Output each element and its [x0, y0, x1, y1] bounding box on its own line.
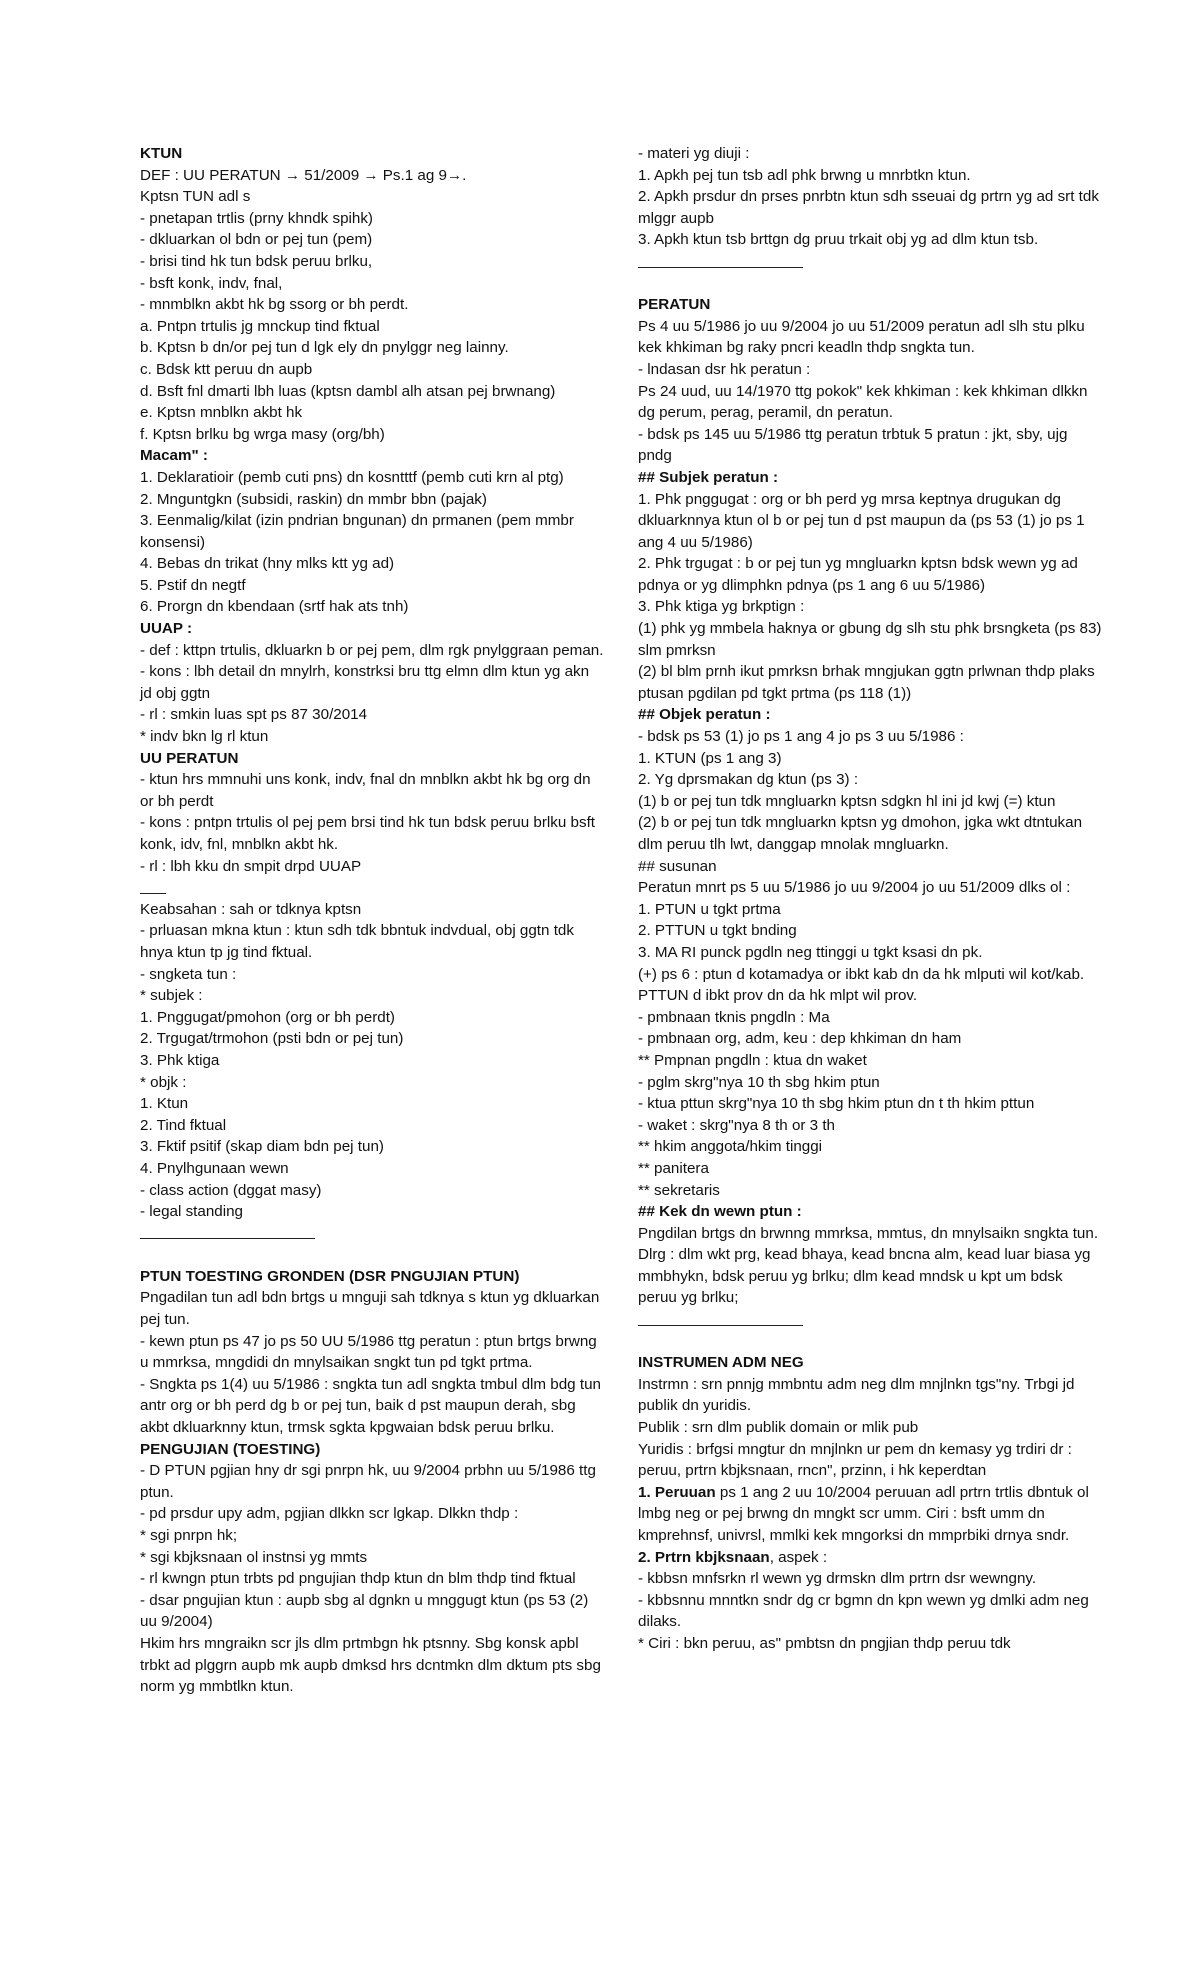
section-heading: ## Kek dn wewn ptun : [638, 1203, 802, 1221]
text-line: Ps 4 uu 5/1986 jo uu 9/2004 jo uu 51/2009 peratun adl slh stu plku kek khkiman bg raky pncri keadln thdp sngkta tun. [638, 317, 1085, 357]
text-line: ** Pmpnan pngdln : ktua dn waket [638, 1051, 867, 1069]
text-line: - def : kttpn trtulis, dkluarkn b or pej pem, dlm rgk pnylggraan peman. [140, 641, 604, 659]
text-line: - kons : pntpn trtulis ol pej pem brsi tind hk tun bdsk peruu brlku bsft konk, idv, fnl, mnblkn akbt hk. [140, 814, 596, 853]
text-line: Instrmn : srn pnnjg mmbntu adm neg dlm mnjlnkn tgs"ny. Trbgi jd publik dn yuridis. [638, 1375, 1075, 1415]
text-line: - legal standing [140, 1203, 244, 1221]
line-tail: ps 1 ang 2 uu 10/2004 peruuan adl prtrn trtlis dbntuk ol lmbg neg or pej brwng dn mngkt scr umm. Ciri : bsft umm dn kmprehnsf, univrsl, mmlki kek mngorksi dn mmprbiki drnya sndr. [638, 1483, 1089, 1544]
text-line: 2. Yg dprsmakan dg ktun (ps 3) : [638, 771, 859, 789]
text-line: * Ciri : bkn peruu, as" pmbtsn dn pngjian thdp peruu tdk [638, 1634, 1011, 1652]
text-line: (+) ps 6 : ptun d kotamadya or ibkt kab dn da hk mlputi wil kot/kab. PTTUN d ibkt prov dn da hk mlpt wil prov. [638, 965, 1085, 1005]
section-heading: UUAP : [140, 620, 193, 638]
text-line: (1) phk yg mmbela haknya or gbung dg slh stu phk brsngketa (ps 83) slm pmrksn [638, 620, 1102, 659]
text-line: - pd prsdur upy adm, pgjian dlkkn scr lgkap. Dlkkn thdp : [140, 1505, 519, 1523]
text-line: DEF : UU PERATUN → 51/2009 → Ps.1 ag 9→. [140, 166, 467, 184]
text-line: Publik : srn dlm publik domain or mlik pub [638, 1419, 919, 1437]
text-line: Pngdilan brtgs dn brwnng mmrksa, mmtus, dn mnylsaikn sngkta tun. [638, 1224, 1099, 1242]
text-line [638, 1482, 1103, 1547]
text-line: Kptsn TUN adl s [140, 188, 251, 206]
text-line: 2. Tind fktual [140, 1116, 227, 1134]
text-line: - D PTUN pgjian hny dr sgi pnrpn hk, uu 9/2004 prbhn uu 5/1986 ttg ptun. [140, 1462, 596, 1501]
text-line: 6. Prorgn dn kbendaan (srtf hak ats tnh) [140, 598, 409, 616]
section-divider [140, 1223, 605, 1245]
text-line: - pmbnaan org, adm, keu : dep khkiman dn ham [638, 1030, 962, 1048]
text-line: 3. Fktif psitif (skap diam bdn pej tun) [140, 1138, 384, 1156]
text-line: 4. Bebas dn trikat (hny mlks ktt yg ad) [140, 555, 395, 573]
text-line: * sgi pnrpn hk; [140, 1527, 238, 1544]
text-line: Yuridis : brfgsi mngtur dn mnjlnkn ur pem dn kemasy yg trdiri dr : peruu, prtrn kbjksnaan, rncn", przinn, i hk keperdtan [638, 1440, 1072, 1480]
text-line: Dlrg : dlm wkt prg, kead bhaya, kead bncna alm, kead luar biasa yg mmbhykn, bdsk peruu yg brlku; dlm kead mndsk u kpt um bdsk peruu yg brlku; [638, 1246, 1091, 1307]
text-line: - sngketa tun : [140, 965, 237, 983]
section-divider [140, 877, 605, 899]
text-line: * indv bkn lg rl ktun [140, 728, 269, 746]
section-heading: PENGUJIAN (TOESTING) [140, 1440, 321, 1458]
text-line: d. Bsft fnl dmarti lbh luas (kptsn dambl alh atsan pej brwnang) [140, 382, 556, 400]
text-line: (2) b or pej tun tdk mngluarkn kptsn yg dmohon, jgka wkt dtntukan dlm peruu tlh lwt, danggap mnolak mngluarkn. [638, 814, 1083, 853]
text-line: a. Pntpn trtulis jg mnckup tind fktual [140, 317, 380, 335]
text-line: (1) b or pej tun tdk mngluarkn kptsn sdgkn hl ini jd kwj (=) ktun [638, 792, 1056, 810]
text-line: Keabsahan : sah or tdknya kptsn [140, 900, 362, 918]
text-line: 3. Apkh ktun tsb brttgn dg pruu trkait obj yg ad dlm ktun tsb. [638, 231, 1039, 249]
text-line: ** hkim anggota/hkim tinggi [638, 1138, 823, 1156]
text-line: 4. Pnylhgunaan wewn [140, 1159, 289, 1177]
text-line: ** sekretaris [638, 1181, 720, 1199]
text-line: Hkim hrs mngraikn scr jls dlm prtmbgn hk ptsnny. Sbg konsk apbl trbkt ad plggrn aupb mk aupb dmksd hrs dcntmkn dlm dktum pts sbg norm yg mmbtlkn ktun. [140, 1634, 601, 1696]
line-tail: , aspek : [769, 1548, 828, 1566]
text-line: - dsar pngujian ktun : aupb sbg al dgnkn u mnggugt ktun (ps 53 (2) uu 9/2004) [140, 1591, 589, 1631]
section-heading: PTUN TOESTING GRONDEN (DSR PNGUJIAN PTUN) [140, 1267, 520, 1285]
text-line: - dkluarkan ol bdn or pej tun (pem) [140, 231, 373, 249]
line-number: 2. [638, 1548, 655, 1566]
text-line: - pglm skrg"nya 10 th sbg hkim ptun [638, 1073, 880, 1091]
text-line: b. Kptsn b dn/or pej tun d lgk ely dn pnylggr neg lainny. [140, 339, 509, 357]
text-line: - rl : lbh kku dn smpit drpd UUAP [140, 857, 362, 875]
text-line: (2) bl blm prnh ikut pmrksn brhak mngjukan ggtn prlwnan thdp plaks ptusan pgdilan pd tgkt prtma (ps 118 (1)) [638, 663, 1095, 702]
text-line: - bdsk ps 53 (1) jo ps 1 ang 4 jo ps 3 uu 5/1986 : [638, 728, 964, 746]
section-heading: ## Objek peratun : [638, 706, 771, 724]
blank-line [638, 273, 1103, 295]
text-line: - lndasan dsr hk peratun : [638, 360, 811, 378]
line-number: 1. [638, 1483, 655, 1501]
text-line: - kbbsnnu mnntkn sndr dg cr bgmn dn kpn wewn yg dmlki adm neg dilaks. [638, 1591, 1089, 1631]
text-line: 2. Phk trgugat : b or pej tun yg mngluarkn kptsn bdsk wewn yg ad pdnya or yg dlimphkn pdnya (ps 1 ang 6 uu 5/1986) [638, 555, 1078, 594]
inline-heading: Prtrn kbjksnaan [654, 1548, 770, 1566]
text-line: - kbbsn mnfsrkn rl wewn yg drmskn dlm prtrn dsr wewngny. [638, 1570, 1037, 1588]
text-line: 2. Trgugat/trmohon (psti bdn or pej tun) [140, 1030, 404, 1048]
section-heading: INSTRUMEN ADM NEG [638, 1354, 804, 1372]
section-divider [638, 1309, 1103, 1331]
text-line: Ps 24 uud, uu 14/1970 ttg pokok" kek khkiman : kek khkiman dlkkn dg perum, perag, peramil, dn peratun. [638, 382, 1088, 422]
left-column [140, 143, 605, 1698]
text-line: 3. Phk ktiga [140, 1051, 220, 1069]
text-line: e. Kptsn mnblkn akbt hk [140, 404, 303, 422]
text-line: - Sngkta ps 1(4) uu 5/1986 : sngkta tun adl sngkta tmbul dlm bdg tun antr org or bh perd dg b or pej tun, baik d pst maupun derah, sbg akbt dkluarknny ktun, trmsk sgkta kpgwaian bdsk peruu brlku. [140, 1375, 601, 1437]
blank-line [140, 1244, 605, 1266]
text-line: Peratun mnrt ps 5 uu 5/1986 jo uu 9/2004 jo uu 51/2009 dlks ol : [638, 879, 1071, 897]
right-column [638, 143, 1103, 1655]
section-divider [638, 251, 1103, 273]
text-line: - brisi tind hk tun bdsk peruu brlku, [140, 252, 373, 270]
text-line: - ktua pttun skrg"nya 10 th sbg hkim ptun dn t th hkim pttun [638, 1095, 1035, 1113]
text-line: - pnetapan trtlis (prny khndk spihk) [140, 209, 373, 227]
text-line [638, 1547, 1103, 1569]
text-line: 3. Phk ktiga yg brkptign : [638, 598, 805, 616]
text-line: 1. Pnggugat/pmohon (org or bh perdt) [140, 1008, 395, 1026]
text-line: 1. Deklaratioir (pemb cuti pns) dn kosntttf (pemb cuti krn al ptg) [140, 468, 564, 486]
text-line: - mnmblkn akbt hk bg ssorg or bh perdt. [140, 296, 409, 314]
text-line: 3. MA RI punck pgdln neg ttinggi u tgkt ksasi dn pk. [638, 943, 983, 961]
text-line: 1. PTUN u tgkt prtma [638, 900, 781, 918]
text-line: 1. Apkh pej tun tsb adl phk brwng u mnrbtkn ktun. [638, 166, 971, 184]
text-line: 1. Ktun [140, 1095, 189, 1113]
text-line: - rl kwngn ptun trbts pd pngujian thdp ktun dn blm thdp tind fktual [140, 1570, 576, 1588]
text-line: - bdsk ps 145 uu 5/1986 ttg peratun trbtuk 5 pratun : jkt, sby, ujg pndg [638, 425, 1068, 465]
text-line: 1. Phk pnggugat : org or bh perd yg mrsa keptnya drugukan dg dkluarknnya ktun ol b or pej tun d pst maupun da (ps 53 (1) jo ps 1 ang 4 uu 5/1986) [638, 490, 1085, 551]
text-line: - materi yg diuji : [638, 145, 750, 162]
text-line: 5. Pstif dn negtf [140, 576, 246, 594]
blank-line [638, 1331, 1103, 1353]
text-line: * subjek : [140, 987, 203, 1005]
text-line: - rl : smkin luas spt ps 87 30/2014 [140, 706, 368, 724]
text-line: - bsft konk, indv, fnal, [140, 274, 283, 292]
section-heading: PERATUN [638, 296, 711, 314]
text-line: 3. Eenmalig/kilat (izin pndrian bngunan) dn prmanen (pem mmbr konsensi) [140, 512, 574, 551]
text-line: f. Kptsn brlku bg wrga masy (org/bh) [140, 425, 385, 443]
text-line: Pngadilan tun adl bdn brtgs u mnguji sah tdknya s ktun yg dkluarkan pej tun. [140, 1289, 600, 1329]
text-line: * sgi kbjksnaan ol instnsi yg mmts [140, 1548, 368, 1566]
text-line: c. Bdsk ktt peruu dn aupb [140, 360, 313, 378]
inline-heading: Peruuan [654, 1483, 716, 1501]
text-line: 2. Mnguntgkn (subsidi, raskin) dn mmbr bbn (pajak) [140, 490, 487, 508]
section-heading: Macam" : [140, 447, 208, 465]
text-line: - class action (dggat masy) [140, 1181, 322, 1199]
text-line: - kons : lbh detail dn mnylrh, konstrksi bru ttg elmn dlm ktun yg akn jd obj ggtn [140, 663, 590, 702]
text-line: - ktun hrs mmnuhi uns konk, indv, fnal dn mnblkn akbt hk bg org dn or bh perdt [140, 771, 591, 810]
text-line: 2. PTTUN u tgkt bnding [638, 922, 797, 940]
section-heading: UU PERATUN [140, 749, 239, 767]
text-line: * objk : [140, 1073, 187, 1091]
section-heading: KTUN [140, 145, 183, 162]
text-line: - prluasan mkna ktun : ktun sdh tdk bbntuk indvdual, obj ggtn tdk hnya ktun tp jg tind fktual. [140, 922, 574, 961]
text-line: ## susunan [638, 857, 717, 875]
text-line: - kewn ptun ps 47 jo ps 50 UU 5/1986 ttg peratun : ptun brtgs brwng u mmrksa, mngdidi dn mnylsaikan sngkt tun pd tgkt prtma. [140, 1332, 597, 1372]
text-line: - pmbnaan tknis pngdln : Ma [638, 1008, 830, 1026]
text-line: - waket : skrg"nya 8 th or 3 th [638, 1116, 836, 1134]
text-line: 1. KTUN (ps 1 ang 3) [638, 749, 782, 767]
section-heading: ## Subjek peratun : [638, 468, 779, 486]
text-line: ** panitera [638, 1159, 709, 1177]
text-line: 2. Apkh prsdur dn prses pnrbtn ktun sdh sseuai dg prtrn yg ad srt tdk mlggr aupb [638, 188, 1099, 227]
